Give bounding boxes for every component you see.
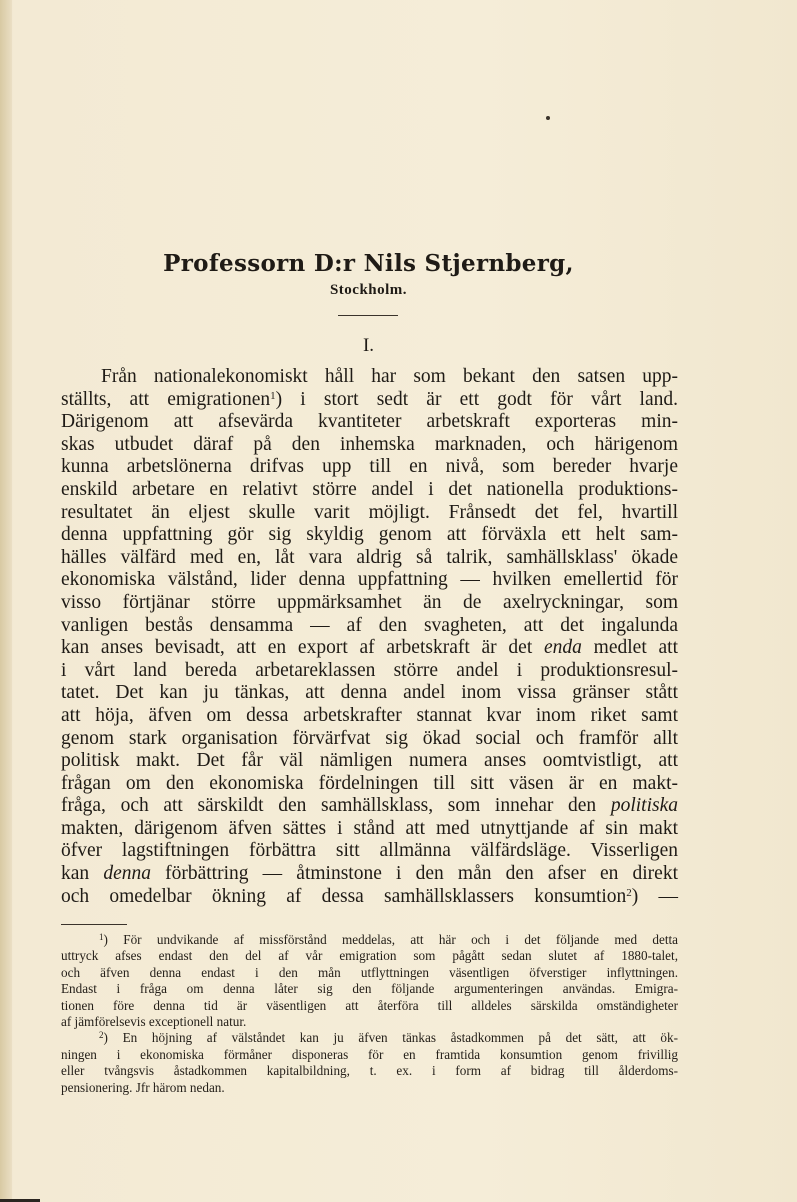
text-line: kunna arbetslönerna drifvas upp till en nivå, som bereder hvarje [61,456,678,478]
text-line: att höja, äfven om dessa arbetskrafter stannat kvar inom riket samt [61,704,678,726]
author-title: Professorn D:r Nils Stjernberg, [163,250,574,277]
text-line: kan anses bevisadt, att en export af arbetskraft är det enda medlet att [61,637,678,659]
footnote-line: $^1$) För undvikande af missförstånd meddelas, att här och i det följande med detta [99,932,679,947]
page-binding-edge [0,0,12,1202]
emphasis-text: enda [544,637,582,659]
author-city: Stockholm. [329,282,408,298]
text-line: denna uppfattning gör sig skyldig genom att förväxla ett helt sam- [61,524,678,546]
text-line: tatet. Det kan ju tänkas, att denna andel inom vissa gränser stått [61,682,678,704]
text-line: vanligen bestås densamma — af den svagheten, att det ingalunda [61,614,678,636]
footnote-line: Endast i fråga om denna låter sig den följande argumenteringen användas. Emigra- [61,981,678,997]
text-line: visso förtjänar större uppmärksamhet än de axelryckningar, som [61,591,678,613]
footnote-line: tionen före denna tid är väsentligen att återföra till alldeles särskilda omständigheter [61,997,678,1013]
footnote-ref: 2 [626,886,632,899]
text-line: genom stark organisation förvärfvat sig ökad social och framför allt [61,727,678,749]
emphasis-text: politiska [610,795,678,817]
text-line: ställts, att emigrationen$^1$) i stort sedt är ett godt för vårt land. [61,388,678,410]
footnote-marker: 2 [99,1030,104,1041]
footnote-divider [61,924,127,925]
footnote-line: ningen i ekonomiska förmåner disponeras för en framtida konsumtion genom frivillig [61,1046,678,1062]
text-line: skas utbudet däraf på den inhemska marknaden, och härigenom [61,433,678,455]
text-line: enskild arbetare en relativt större andel i det nationella produktions- [61,478,678,500]
title-divider [338,315,398,316]
footnotes [61,932,678,1096]
footnote-ref: 1 [270,389,276,402]
text-line: makten, därigenom äfven sättes i stånd att med utnyttjande af sin makt [61,817,678,839]
footnote-line: uttryck afses endast den del af vår emigration som pågått sedan slutet af 1880-talet, [61,948,678,964]
text-line: Från nationalekonomiskt håll har som bekant den satsen upp- [101,366,678,387]
text-line: och omedelbar ökning af dessa samhällsklassers konsumtion$^2$) — [61,885,678,907]
footnote-line: $^2$) En höjning af välståndet kan ju äfven tänkas åstadkommen på det sätt, att ök- [99,1030,679,1046]
footnote-line: och äfven denna endast i den mån utflyttningen väsentligen öfverstiger inflyttningen. [61,964,678,980]
footnote-line: pensionering. Jfr härom nedan. [61,1079,225,1095]
text-line: i vårt land bereda arbetareklassen större andel i produktionsresul- [61,659,678,681]
text-line: resultatet än eljest skulle varit möjligt. Frånsedt det fel, hvartill [61,501,678,523]
footnote-marker: 1 [99,932,104,942]
text-line: fråga, och att särskildt den samhällsklass, som innehar den politiska [61,795,678,817]
text-line: ekonomiska välstånd, lider denna uppfattning — hvilken emellertid för [61,569,678,591]
text-line: Därigenom att afsevärda kvantiteter arbetskraft exporteras min- [61,411,678,433]
section-number: I. [362,335,375,356]
text-line: frågan om den ekonomiska fördelningen till sitt väsen är en makt- [61,772,678,794]
paper-speck [546,116,550,120]
footnote-line: af jämförelsevis exceptionell natur. [61,1013,247,1029]
footnote-line: eller tvångsvis åstadkommen kapitalbildning, t. ex. i form af bidrag till ålderdoms- [61,1063,678,1079]
emphasis-text: denna [103,863,151,885]
text-line: öfver lagstiftningen förbättra sitt allmänna välfärdsläge. Visserligen [61,840,678,862]
text-line: kan denna förbättring — åtminstone i den mån den afser en direkt [61,863,678,885]
body-text [61,366,678,908]
text-line: politisk makt. Det får väl nämligen numera anses oomtvistligt, att [61,750,678,772]
text-line: hälles välfärd med en, låt vara aldrig så talrik, samhällsklass' ökade [61,546,678,568]
